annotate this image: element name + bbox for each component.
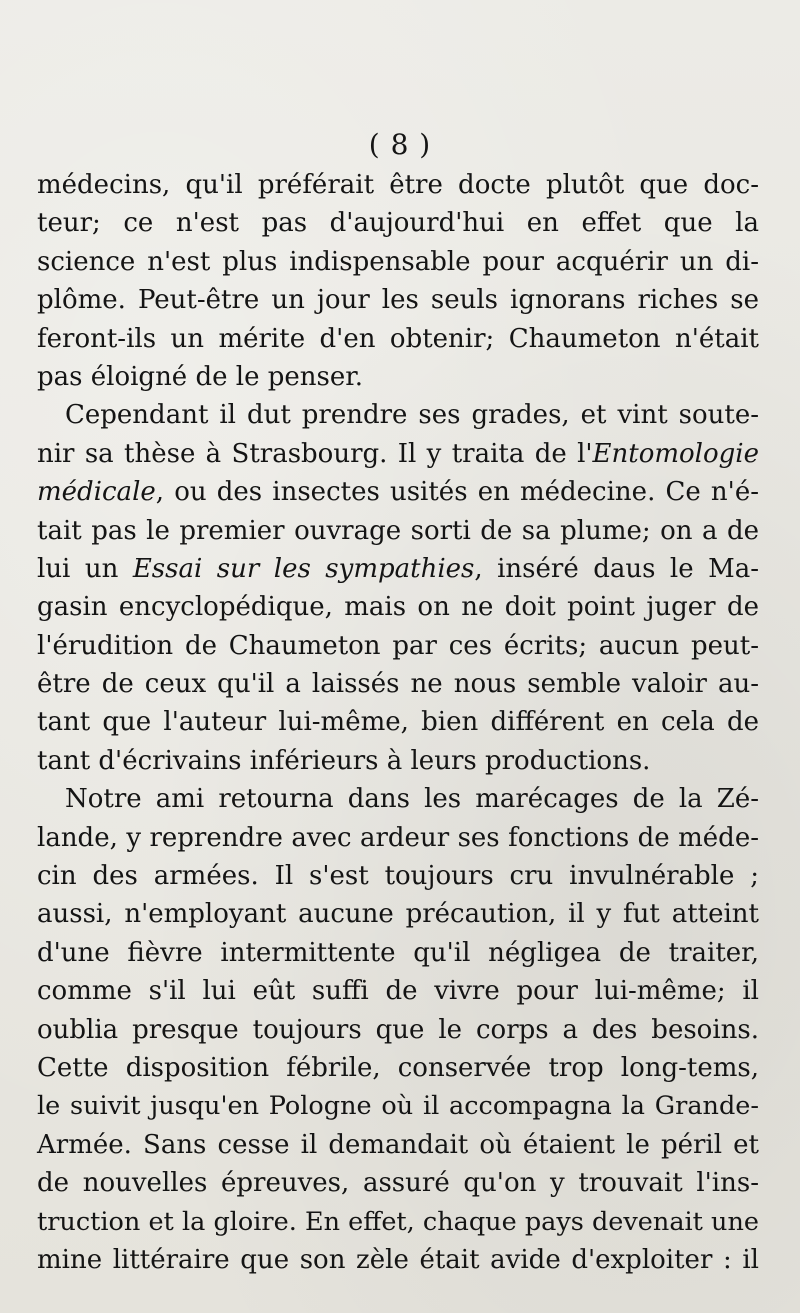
text-line: de nouvelles épreuves, assuré qu'on y trouvait l'ins- [37, 1168, 759, 1199]
text-line: Armée. Sans cesse il demandait où étaient le péril et [37, 1129, 759, 1160]
text-line: Notre ami retourna dans les marécages de la Zé- [65, 784, 759, 815]
text-line: lande, y reprendre avec ardeur ses fonctions de méde- [37, 822, 759, 853]
text-line [37, 435, 759, 473]
italic-title: médicale [37, 477, 156, 508]
text-line: plôme. Peut-être un jour les seuls ignorans riches se [37, 285, 759, 316]
text-segment: , ou des insectes usités en médecine. Ce n'é- [155, 477, 759, 508]
text-line: cin des armées. Il s'est toujours cru invulnérable ; [37, 861, 759, 892]
text-line: pas éloigné de le penser. [37, 361, 364, 392]
text-line: truction et la gloire. En effet, chaque pays devenait une [37, 1206, 759, 1237]
text-line: être de ceux qu'il a laissés ne nous semble valoir au- [37, 669, 759, 700]
page-number: ( 8 ) [368, 128, 432, 161]
text-line: feront-ils un mérite d'en obtenir; Chaumeton n'était [37, 323, 759, 354]
text-line: tait pas le premier ouvrage sorti de sa plume; on a de [37, 515, 759, 546]
text-segment: lui un [37, 553, 133, 584]
text-segment: nir sa thèse à Strasbourg. Il y traita de l' [37, 438, 593, 469]
text-segment: , inséré daus le Ma- [474, 553, 759, 584]
text-line: l'érudition de Chaumeton par ces écrits; aucun peut- [37, 630, 759, 661]
text-line [37, 473, 759, 511]
text-line: tant que l'auteur lui-même, bien différent en cela de [37, 707, 759, 738]
text-line: le suivit jusqu'en Pologne où il accompagna la Grande- [37, 1091, 759, 1122]
text-line: gasin encyclopédique, mais on ne doit point juger de [37, 592, 759, 623]
text-line [37, 550, 759, 588]
italic-title: Entomologie [592, 438, 759, 469]
text-line: tant d'écrivains inférieurs à leurs productions. [37, 745, 651, 776]
text-line: teur; ce n'est pas d'aujourd'hui en effet que la [37, 208, 759, 239]
text-line: science n'est plus indispensable pour acquérir un di- [37, 246, 759, 277]
body-text [37, 166, 759, 1279]
text-line: d'une fièvre intermittente qu'il négligea de traiter, [37, 937, 759, 968]
text-line: Cette disposition fébrile, conservée trop long-tems, [37, 1052, 759, 1083]
italic-title: Essai sur les sympathies [132, 553, 475, 584]
text-line: médecins, qu'il préférait être docte plutôt que doc- [37, 170, 759, 200]
text-line: Cependant il dut prendre ses grades, et vint soute- [65, 400, 759, 431]
text-line: comme s'il lui eût suffi de vivre pour lui-même; il [37, 976, 759, 1007]
text-line: oublia presque toujours que le corps a des besoins. [37, 1014, 759, 1045]
text-line: mine littéraire que son zèle était avide d'exploiter : il [37, 1244, 759, 1275]
text-line: aussi, n'employant aucune précaution, il y fut atteint [37, 899, 759, 930]
